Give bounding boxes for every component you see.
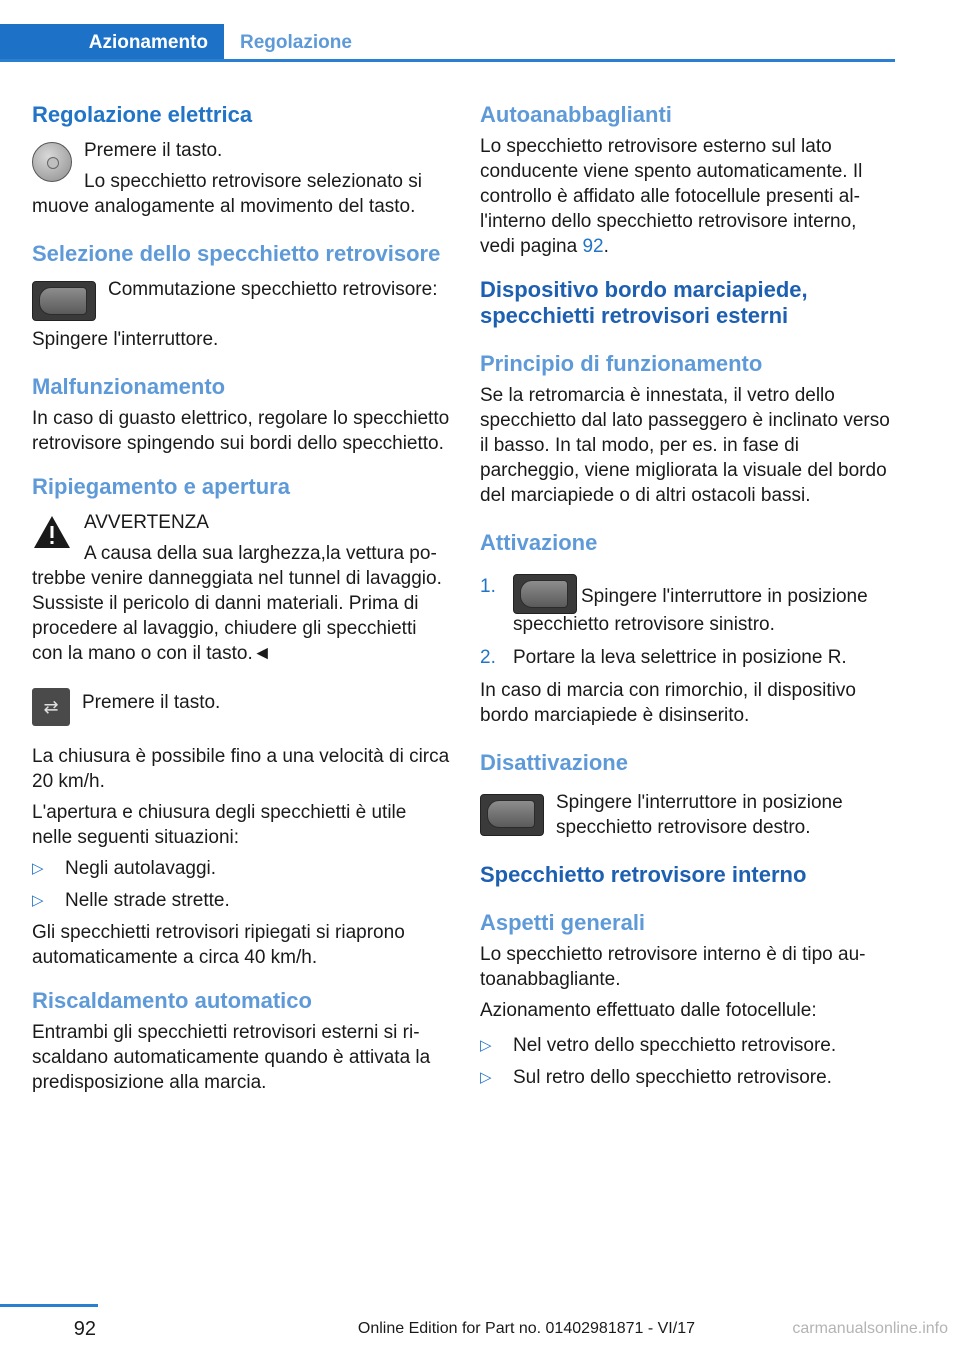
edition-text: Online Edition for Part no. 01402981871 - VI/17 xyxy=(357,1320,695,1337)
paragraph: Lo specchietto retrovisore esterno sul lato conducente viene spento automaticamente. Il controllo è affidato alle fotocellule presenti all'interno dello specchietto retrovisore interno, vedi pagina 92. xyxy=(480,136,863,257)
paragraph: Spingere l'interruttore in posizione specchietto retrovisore destro. xyxy=(556,792,843,838)
list-item: ▷ Sul retro dello specchietto retrovisore. xyxy=(480,1067,832,1088)
right-column xyxy=(480,102,895,1097)
paragraph: Spingere l'interruttore. xyxy=(32,329,219,350)
list-item: ▷ Nelle strade strette. xyxy=(32,890,230,911)
list-item: ▷ Negli autolavaggi. xyxy=(32,858,217,879)
paragraph: Azionamento effettuato dalle fotocellule: xyxy=(480,1000,817,1021)
section-title-aspetti-generali: Aspetti generali xyxy=(480,910,646,935)
mirror-switch-icon xyxy=(32,281,96,321)
watermark: carmanualsonline.info xyxy=(792,1320,948,1337)
section-title-selezione: Selezione dello specchietto retrovisore xyxy=(32,241,441,266)
tab-azionamento[interactable]: Azionamento xyxy=(0,24,224,62)
triangle-bullet-icon: ▷ xyxy=(32,860,44,877)
section-title-riscaldamento: Riscaldamento automatico xyxy=(32,988,312,1013)
mirror-switch-icon xyxy=(513,574,575,612)
page-number: 92 xyxy=(73,1318,96,1340)
paragraph: In caso di marcia con rimorchio, il dispositivo bordo marciapiede è disinserito. xyxy=(480,680,856,726)
bullet-list xyxy=(480,1033,895,1090)
list-item: ▷ Nel vetro dello specchietto retrovisore. xyxy=(480,1035,837,1056)
warning-icon xyxy=(32,514,72,555)
paragraph: Se la retromarcia è innestata, il vetro dello specchietto dal lato passeggero è inclinato verso il basso. In tal modo, per es. in fase di parcheggio, viene migliorata la visuale del bordo del marciapiede o di altri ostacoli bassi. xyxy=(480,385,890,506)
step-list xyxy=(480,574,895,670)
paragraph: In caso di guasto elettrico, regolare lo specchietto retrovisore spingendo sui bordi dello specchietto. xyxy=(32,408,450,454)
section-title-malfunzionamento: Malfunzionamento xyxy=(32,374,226,399)
section-title-dispositivo: Dispositivo bordo marciapiede, specchietti retrovisori esterni xyxy=(480,277,808,328)
section-title-attivazione: Attivazione xyxy=(480,530,598,555)
paragraph: Commutazione specchietto retrovisore: xyxy=(108,279,438,300)
warning-title: AVVERTENZA xyxy=(84,512,209,533)
left-column xyxy=(32,102,450,1095)
paragraph: L'apertura e chiusura degli specchietti è utile nelle seguenti situazioni: xyxy=(32,802,407,848)
section-title-autoanabbaglianti: Autoanabbaglianti xyxy=(480,102,672,127)
fold-mirror-icon: ⇄ xyxy=(32,688,70,726)
section-title-specchietto-interno: Specchietto retrovisore interno xyxy=(480,862,807,887)
section-title-principio: Principio di funzionamento xyxy=(480,351,763,376)
paragraph: Lo specchietto retrovisore interno è di tipo autoanabbagliante. xyxy=(480,944,866,990)
mirror-switch-icon xyxy=(480,794,544,836)
paragraph: Premere il tasto. xyxy=(82,692,221,713)
paragraph: Lo specchietto retrovisore selezionato si muove analogamente al movimento del tasto. xyxy=(32,171,422,217)
warning-text: A causa della sua larghezza,la vettura potrebbe venire danneggiata nel tunnel di lavaggio. Sussiste il pericolo di danni materiali. Prima di procedere al lavaggio, chiudere gli specchietti con la mano o con il tasto.◄ xyxy=(32,543,442,664)
section-title-disattivazione: Disattivazione xyxy=(480,750,628,775)
paragraph: Premere il tasto. xyxy=(84,140,223,161)
list-item: 1. Spingere l'interruttore in posizione specchietto retrovisore sinistro. xyxy=(480,576,868,635)
footer-rule xyxy=(0,1304,98,1307)
section-title-regolazione-elettrica: Regolazione elettrica xyxy=(32,102,253,127)
bullet-list xyxy=(32,856,450,913)
tab-regolazione[interactable]: Regolazione xyxy=(240,32,352,53)
header-tabbar xyxy=(0,24,895,62)
header-rule xyxy=(0,59,895,62)
paragraph: Entrambi gli specchietti retrovisori esterni si riscaldano automaticamente quando è attivata la predisposizione alla marcia. xyxy=(32,1022,431,1093)
page-link[interactable]: 92 xyxy=(582,236,604,257)
list-item: 2. Portare la leva selettrice in posizione R. xyxy=(480,647,847,668)
paragraph: La chiusura è possibile fino a una velocità di circa 20 km/h. xyxy=(32,746,450,792)
paragraph: Gli specchietti retrovisori ripiegati si riaprono automaticamente a circa 40 km/h. xyxy=(32,922,405,968)
triangle-bullet-icon: ▷ xyxy=(480,1037,492,1054)
triangle-bullet-icon: ▷ xyxy=(32,892,44,909)
mirror-pad-icon xyxy=(32,142,72,182)
section-title-ripiegamento: Ripiegamento e apertura xyxy=(32,474,290,499)
triangle-bullet-icon: ▷ xyxy=(480,1069,492,1086)
